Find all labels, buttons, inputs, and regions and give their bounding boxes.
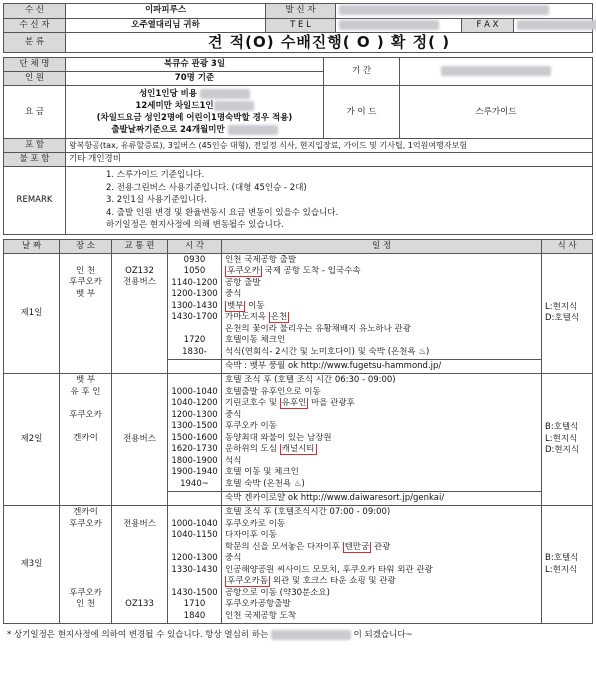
- transport: OZ132: [125, 265, 154, 276]
- itinerary-item: 동양최대 와불이 있는 남장원: [225, 432, 332, 443]
- from-value: [336, 4, 593, 19]
- info-table: [3, 57, 593, 235]
- itinerary-item: 중식: [225, 553, 242, 563]
- place: 후쿠오카: [69, 409, 102, 420]
- price-note: (차일드요금 성인2명에 어린이1명숙박할 경우 적용): [96, 113, 293, 123]
- day-1-places: [60, 253, 112, 374]
- time: 1500-1600: [171, 432, 218, 443]
- place: [63, 576, 108, 588]
- time: 1430-1500: [171, 587, 218, 598]
- time: 1040-1200: [171, 398, 218, 408]
- time: 1710: [183, 599, 206, 609]
- itinerary-item: 후쿠오카 이동: [225, 421, 277, 431]
- tel-value: [336, 18, 462, 33]
- meal: L:현지식: [545, 301, 578, 312]
- price-child: 12세미만 차일드1인: [135, 101, 214, 111]
- remark-item: 4. 출발 인원 변경 및 환율변동시 요금 변동이 있을수 있습니다.: [106, 207, 339, 218]
- time: 1300-1500: [171, 421, 218, 431]
- time: 1720: [183, 335, 206, 345]
- place: [63, 565, 108, 577]
- itinerary-item: 공항으로 이동 (약30분소요): [225, 587, 330, 598]
- document-type: 견 적(O) 수배진행( O ) 확 정( ): [66, 33, 593, 53]
- col-meal: 식 사: [542, 239, 593, 253]
- price-adult: 성인1인당 비용: [138, 89, 198, 99]
- exclude-value: 기타 개인경비: [66, 153, 593, 167]
- transport: 전용버스: [123, 518, 156, 529]
- place: [63, 542, 108, 554]
- place: [63, 421, 108, 433]
- place: [63, 530, 108, 542]
- itinerary-item: 인천 국제공항 도착: [225, 610, 297, 621]
- col-itinerary: 일 정: [222, 239, 542, 253]
- transport: OZ133: [125, 599, 154, 609]
- to-label: 수 신: [4, 4, 66, 19]
- itinerary-item: 인천 국제공항 출발: [225, 254, 297, 265]
- include-label: 포 함: [4, 139, 66, 153]
- time: 1140-1200: [171, 277, 218, 288]
- col-time: 시 각: [168, 239, 222, 253]
- time: 1050: [183, 266, 206, 276]
- itinerary-item: 벳부 이동: [227, 300, 265, 311]
- remark-item: 3. 2인1실 사용기준입니다.: [106, 195, 207, 205]
- itinerary-item: 기린코호수 및 유후인 마을 관광후: [225, 398, 355, 408]
- day-3-items: [222, 506, 542, 624]
- itinerary-item: 호텔이동 체크인: [225, 335, 286, 345]
- day-2-times: [168, 374, 222, 492]
- time: [171, 576, 218, 588]
- time: 1830-: [182, 346, 207, 357]
- day-1-items: [222, 253, 542, 360]
- itinerary-item: 가마도지옥 온천: [225, 312, 288, 322]
- place: 벳 부: [75, 288, 96, 299]
- meal: B:호텔식: [545, 553, 579, 563]
- place: 벳 부: [75, 375, 96, 385]
- time: 1940~: [180, 478, 209, 489]
- day-3-date: 제3일: [4, 506, 60, 624]
- exclude-label: 불 포 함: [4, 153, 66, 167]
- remark-item: 1. 스루가이드 기준입니다.: [106, 170, 205, 180]
- time: [171, 507, 218, 519]
- day-2-date: 제2일: [4, 374, 60, 506]
- cc-value: 오주열대리님 귀하: [66, 18, 266, 33]
- itinerary-item: 호텔 이동 및 체크인: [225, 467, 299, 477]
- day-1-row: [4, 253, 593, 360]
- place: 유 후 인: [70, 386, 101, 397]
- time: 1000-1040: [171, 386, 218, 397]
- footer-left: * 상기일정은 현지사정에 의하여 변경될 수 있습니다. 항상 열심히 하는: [7, 630, 269, 640]
- group-value: 북큐슈 관광 3일: [66, 58, 324, 72]
- place: 인 천: [75, 599, 96, 609]
- time: 1330-1430: [171, 564, 218, 575]
- itinerary-item: 호텔 조식 후 (호텔 조식 시간 06:30 - 09:00): [225, 375, 396, 385]
- time: 1040-1150: [171, 530, 218, 540]
- meal: L:현지식: [545, 564, 578, 575]
- time: 1300-1430: [171, 300, 218, 311]
- fax-value: [514, 18, 593, 33]
- meal: B:호텔식: [545, 422, 579, 433]
- day-1-hotel: 숙박 : 벳부 풍월 ok http://www.fugetsu-hammond.jp/: [222, 360, 542, 374]
- to-value: 이파피루스: [66, 4, 266, 19]
- col-transport: 교 통 편: [112, 239, 168, 253]
- day-1-meals: [542, 253, 593, 374]
- time: 1200-1300: [171, 289, 218, 299]
- time: 1840: [183, 610, 206, 621]
- time: 0930: [183, 254, 206, 265]
- from-label: 발 신 자: [266, 4, 336, 19]
- time: [171, 324, 218, 336]
- place: [63, 398, 108, 410]
- meal: D:호텔식: [545, 313, 580, 324]
- pax-value: 70명 기준: [66, 72, 324, 86]
- cc-label: 수 신 자: [4, 18, 66, 33]
- remark-list: [66, 167, 593, 235]
- col-date: 날 짜: [4, 239, 60, 253]
- meal: D:현지식: [545, 445, 580, 456]
- meal: L:현지식: [545, 433, 578, 444]
- time: 1200-1300: [171, 409, 218, 420]
- footer-note: [3, 628, 593, 640]
- guide-value: 스루가이드: [400, 86, 593, 139]
- itinerary-item: 후쿠오카로 이동: [225, 518, 286, 529]
- itinerary-item: 석식(연회식- 2시간 및 노미호다이) 및 숙박 (온천욕 ♨): [225, 346, 430, 357]
- itinerary-item: 다자이후 이동: [225, 530, 277, 540]
- place: 후쿠오카: [69, 587, 102, 598]
- pax-label: 인 원: [4, 72, 66, 86]
- itinerary-item: 공항 출발: [225, 277, 261, 288]
- place: 인 천: [75, 265, 96, 276]
- day-3-times: [168, 506, 222, 624]
- day-2-transport: 전용버스: [112, 374, 168, 506]
- itinerary-item: 후쿠오카 국제 공항 도착 - 입국수속: [227, 266, 361, 276]
- transport: 전용버스: [123, 277, 156, 287]
- place: 후쿠오카: [69, 277, 102, 287]
- time: 1900-1940: [171, 467, 218, 477]
- fax-label: F A X: [462, 18, 514, 33]
- itinerary-item: 인공해양공원 씨사이드 모모치, 후쿠오카 타워 외관 관광: [225, 564, 433, 575]
- day-3-places: [60, 506, 112, 624]
- time: [171, 375, 218, 387]
- guide-label: 가 이 드: [324, 86, 400, 139]
- include-value: 왕복항공(tax, 유류할증료), 3일버스 (45인승 대형), 전일정 식사, 현지입장료, 가이드 및 기사팁, 1억원여행자보험: [66, 139, 593, 153]
- place: 겐카이: [73, 507, 98, 517]
- header-table: [3, 3, 593, 53]
- period-label: 기 간: [324, 58, 400, 86]
- day-2-places: [60, 374, 112, 506]
- time: 1200-1300: [171, 553, 218, 563]
- price-infant: 출발날짜기준으로 24개월미만: [111, 125, 225, 135]
- time: 1430-1700: [171, 312, 218, 322]
- remark-label: REMARK: [4, 167, 66, 235]
- time: 1620-1730: [171, 444, 218, 454]
- period-value: [400, 58, 593, 86]
- itinerary-item: 호텔 조식 후 (호텔조식시간 07:00 - 09:00): [225, 507, 391, 517]
- remark-item: 하기일정은 현지사정에 의해 변동될수 있습니다.: [106, 220, 284, 230]
- itinerary-item: 운하위의 도심 캐널시티: [225, 444, 315, 454]
- itinerary-item: 호텔출발 유후인으로 이동: [225, 386, 321, 397]
- footer-right: 이 되겠습니다~: [353, 630, 413, 640]
- itinerary-item: 후쿠오카돔 외관 및 호크스 타운 쇼핑 및 관광: [227, 576, 396, 586]
- day-2-meals: [542, 374, 593, 506]
- col-place: 장 소: [60, 239, 112, 253]
- itinerary-item: 온천의 꽃이라 불리우는 유황채배지 유노하나 관광: [225, 323, 411, 334]
- time: 1000-1040: [171, 518, 218, 529]
- remark-item: 2. 전용그린버스 사용기준입니다. (대형 45인승 - 2대): [106, 182, 307, 193]
- day-1-transport: [112, 253, 168, 374]
- itinerary-item: 석식: [225, 455, 242, 466]
- place: [63, 553, 108, 565]
- place: 겐카이: [73, 432, 98, 443]
- day-1-times: [168, 253, 222, 360]
- itinerary-item: 중식: [225, 289, 242, 299]
- schedule-table: [3, 239, 593, 625]
- day-2-row: [4, 374, 593, 492]
- itinerary-item: 호텔 숙박 (온천욕 ♨): [225, 478, 305, 489]
- type-label: 분 류: [4, 33, 66, 53]
- day-2-items: [222, 374, 542, 492]
- itinerary-item: 후쿠오카공항출발: [225, 599, 291, 609]
- day-3-meals: [542, 506, 593, 624]
- day-1-date: 제1일: [4, 253, 60, 374]
- itinerary-item: 학문의 신을 모셔놓은 다자이후 텐만궁 관광: [225, 541, 391, 552]
- time: [171, 542, 218, 554]
- price-label: 요 금: [4, 86, 66, 139]
- price-block: [66, 86, 324, 139]
- place: 후쿠오카: [69, 518, 102, 529]
- tel-label: T E L: [266, 18, 336, 33]
- itinerary-item: 중식: [225, 409, 242, 420]
- day-2-hotel: 숙박 겐카이로얄 ok http://www.daiwaresort.jp/genkai/: [222, 492, 542, 506]
- day-3-row: [4, 506, 593, 624]
- group-label: 단 체 명: [4, 58, 66, 72]
- time: 1800-1900: [171, 455, 218, 466]
- day-3-transport: [112, 506, 168, 624]
